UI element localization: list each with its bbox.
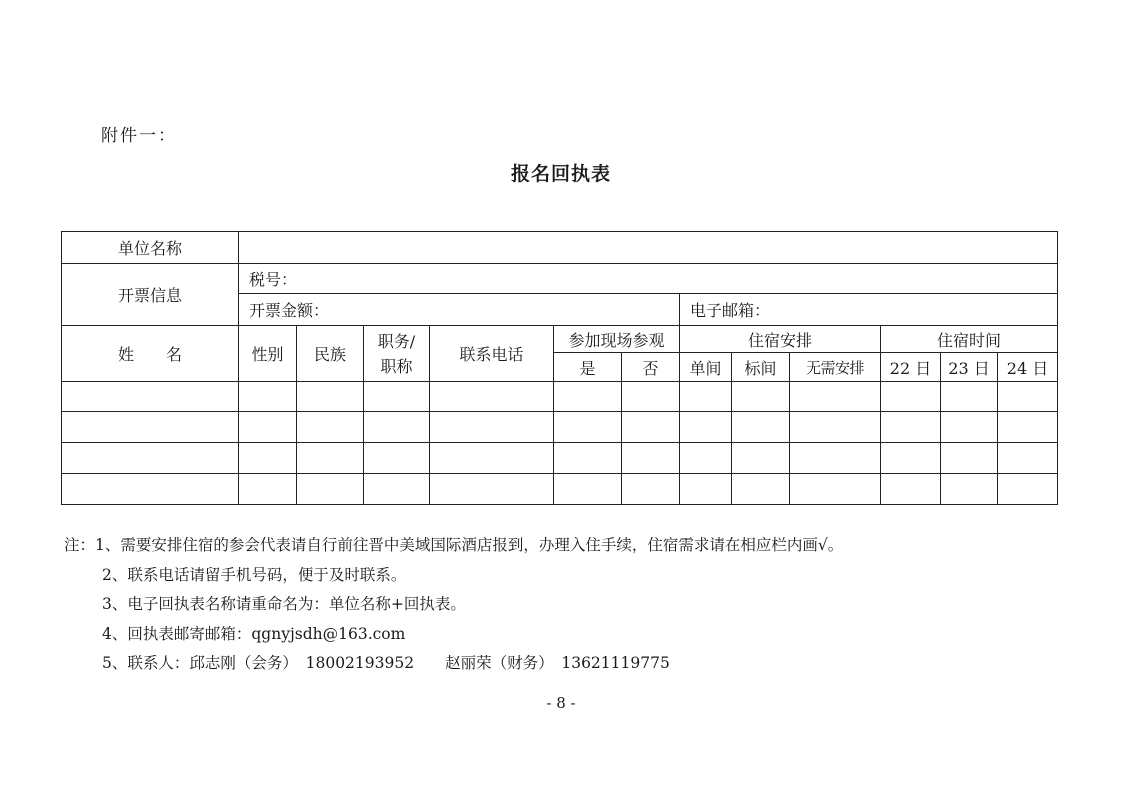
cell[interactable] [881, 412, 941, 443]
header-stay-dates: 住宿时间 [881, 326, 1058, 353]
note-line: 5、联系人：邱志刚（会务） 18002193952 赵丽荣（财务） 13621119775 [102, 654, 670, 672]
registration-form-table [61, 231, 1058, 505]
email-label: 电子邮箱： [690, 301, 771, 320]
header-phone: 联系电话 [430, 326, 554, 382]
table-row [62, 412, 1058, 443]
cell[interactable] [622, 412, 680, 443]
cell[interactable] [430, 412, 554, 443]
header-single-room: 单间 [680, 353, 732, 382]
header-accommodation: 住宿安排 [680, 326, 881, 353]
cell[interactable] [680, 443, 732, 474]
table-row [62, 474, 1058, 505]
header-position-line1: 职务/ [377, 331, 416, 351]
unit-name-label: 单位名称 [62, 232, 239, 264]
cell[interactable] [732, 412, 790, 443]
cell[interactable] [554, 412, 622, 443]
cell[interactable] [790, 382, 881, 412]
cell[interactable] [297, 443, 364, 474]
header-date-23: 23 日 [941, 353, 998, 382]
header-name: 姓 名 [62, 326, 239, 382]
tax-id-label: 税号： [249, 270, 298, 289]
cell[interactable] [998, 412, 1058, 443]
cell[interactable] [881, 474, 941, 505]
invoice-label: 开票信息 [62, 264, 239, 326]
cell[interactable] [554, 443, 622, 474]
header-no-need: 无需安排 [790, 353, 881, 382]
cell[interactable] [239, 412, 297, 443]
notes-section [64, 531, 843, 679]
cell[interactable] [680, 382, 732, 412]
cell[interactable] [239, 382, 297, 412]
cell[interactable] [364, 382, 430, 412]
unit-name-field[interactable] [239, 232, 1058, 264]
cell[interactable] [998, 443, 1058, 474]
cell[interactable] [881, 382, 941, 412]
cell[interactable] [790, 412, 881, 443]
cell[interactable] [941, 443, 998, 474]
cell[interactable] [430, 474, 554, 505]
header-standard-room: 标间 [732, 353, 790, 382]
header-position [364, 326, 430, 382]
cell[interactable] [998, 474, 1058, 505]
cell[interactable] [941, 412, 998, 443]
header-date-22: 22 日 [881, 353, 941, 382]
cell[interactable] [680, 474, 732, 505]
cell[interactable] [622, 382, 680, 412]
cell[interactable] [297, 412, 364, 443]
cell[interactable] [941, 474, 998, 505]
cell[interactable] [998, 382, 1058, 412]
cell[interactable] [622, 443, 680, 474]
attachment-label: 附件一： [101, 126, 177, 146]
invoice-amount-field[interactable] [239, 294, 680, 326]
note-line: 注：1、需要安排住宿的参会代表请自行前往晋中美域国际酒店报到，办理入住手续，住宿需求请在相应栏内画√。 [64, 536, 844, 554]
header-onsite-visit: 参加现场参观 [554, 326, 680, 353]
cell[interactable] [790, 443, 881, 474]
cell[interactable] [790, 474, 881, 505]
cell[interactable] [364, 412, 430, 443]
table-row [62, 443, 1058, 474]
email-field[interactable] [680, 294, 1058, 326]
header-visit-yes: 是 [554, 353, 622, 382]
note-line: 4、回执表邮寄邮箱：qgnyjsdh@163.com [102, 624, 406, 643]
cell[interactable] [239, 443, 297, 474]
cell[interactable] [732, 443, 790, 474]
header-date-24: 24 日 [998, 353, 1058, 382]
cell[interactable] [62, 412, 239, 443]
invoice-amount-label: 开票金额： [249, 301, 330, 320]
cell[interactable] [62, 474, 239, 505]
table-row [62, 382, 1058, 412]
note-line: 3、电子回执表名称请重命名为：单位名称+回执表。 [102, 595, 466, 613]
header-visit-no: 否 [622, 353, 680, 382]
cell[interactable] [881, 443, 941, 474]
cell[interactable] [554, 474, 622, 505]
cell[interactable] [430, 382, 554, 412]
note-line: 2、联系电话请留手机号码，便于及时联系。 [102, 565, 407, 584]
header-gender: 性别 [239, 326, 297, 382]
cell[interactable] [732, 474, 790, 505]
cell[interactable] [239, 474, 297, 505]
cell[interactable] [364, 443, 430, 474]
cell[interactable] [622, 474, 680, 505]
cell[interactable] [364, 474, 430, 505]
cell[interactable] [62, 443, 239, 474]
header-position-line2: 职称 [380, 356, 413, 376]
form-title: 报名回执表 [510, 163, 611, 185]
cell[interactable] [297, 474, 364, 505]
cell[interactable] [297, 382, 364, 412]
page-number: - 8 - [546, 694, 576, 712]
cell[interactable] [941, 382, 998, 412]
tax-id-field[interactable] [239, 264, 1058, 294]
cell[interactable] [732, 382, 790, 412]
cell[interactable] [680, 412, 732, 443]
cell[interactable] [62, 382, 239, 412]
cell[interactable] [554, 382, 622, 412]
header-ethnicity: 民族 [297, 326, 364, 382]
cell[interactable] [430, 443, 554, 474]
